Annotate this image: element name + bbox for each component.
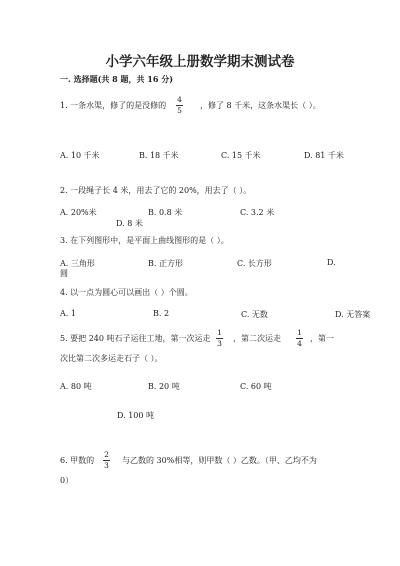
question-5-fraction-2 <box>296 329 303 348</box>
section-heading: 一. 选择题(共 8 题，共 16 分) <box>60 74 173 84</box>
fraction-numerator: 1 <box>217 328 222 337</box>
q4-option-c[interactable]: C. 无数 <box>241 310 268 319</box>
question-5-text-line2: 次比第二次多运走石子（ ）。 <box>60 354 163 363</box>
fraction-denominator: 4 <box>297 339 302 348</box>
fraction-numerator: 4 <box>177 95 182 104</box>
fraction-numerator: 2 <box>104 450 109 459</box>
question-2-text: 2. 一段绳子长 4 米，用去了它的 20%，用去了（ ）。 <box>60 186 252 195</box>
question-3-text: 3. 在下列图形中，是平面上曲线图形的是（ ）。 <box>60 236 229 245</box>
fraction-denominator: 3 <box>217 339 222 348</box>
q1-option-d[interactable]: D. 81 千米 <box>304 151 344 160</box>
q3-option-d[interactable]: D. <box>327 258 336 267</box>
q2-option-c[interactable]: C. 3.2 米 <box>240 208 275 217</box>
fraction-denominator: 5 <box>177 106 182 115</box>
q4-option-d[interactable]: D. 无答案 <box>335 310 371 319</box>
q3-option-d-text: 圆 <box>60 269 68 278</box>
q3-option-b[interactable]: B. 正方形 <box>148 259 183 268</box>
q2-option-a[interactable]: A. 20%米 <box>60 208 97 217</box>
question-5-text: 5. 要把 240 吨石子运往工地，第一次运走 <box>60 334 211 343</box>
question-1-fraction <box>176 96 183 115</box>
question-6-text-line2: 0） <box>60 476 74 485</box>
question-6-fraction <box>103 451 110 470</box>
q5-option-a[interactable]: A. 80 吨 <box>60 382 92 391</box>
question-1-text: 1. 一条水渠，修了的是没修的 <box>60 101 167 110</box>
q1-option-a[interactable]: A. 10 千米 <box>60 151 100 160</box>
q5-option-d[interactable]: D. 100 吨 <box>117 411 155 420</box>
question-6-text-end: 与乙数的 30%相等，则甲数（ ）乙数。（甲、乙均不为 <box>122 456 317 465</box>
question-5-fraction-1 <box>216 329 223 348</box>
fraction-denominator: 3 <box>104 461 109 470</box>
q4-option-a[interactable]: A. 1 <box>60 309 76 318</box>
fraction-numerator: 1 <box>297 328 302 337</box>
question-5-text-mid: ，第二次运走 <box>233 334 281 343</box>
question-4-text: 4. 以一点为圆心可以画出（ ）个圆。 <box>60 288 193 297</box>
q2-option-d[interactable]: D. 8 米 <box>116 219 143 228</box>
q2-option-b[interactable]: B. 0.8 米 <box>148 208 183 217</box>
q3-option-c[interactable]: C. 长方形 <box>237 259 272 268</box>
q5-option-b[interactable]: B. 20 吨 <box>148 382 180 391</box>
q5-option-c[interactable]: C. 60 吨 <box>240 382 272 391</box>
question-5-text-end: ，第一 <box>310 334 334 343</box>
page-title: 小学六年级上册数学期末测试卷 <box>105 54 295 70</box>
question-6-text: 6. 甲数的 <box>60 456 95 465</box>
question-1-text-end: ，修了 8 千米，这条水渠长（ ）。 <box>200 101 321 110</box>
q4-option-b[interactable]: B. 2 <box>153 309 170 318</box>
q1-option-b[interactable]: B. 18 千米 <box>139 151 179 160</box>
q1-option-c[interactable]: C. 15 千米 <box>221 151 261 160</box>
q3-option-a[interactable]: A. 三角形 <box>60 259 95 268</box>
